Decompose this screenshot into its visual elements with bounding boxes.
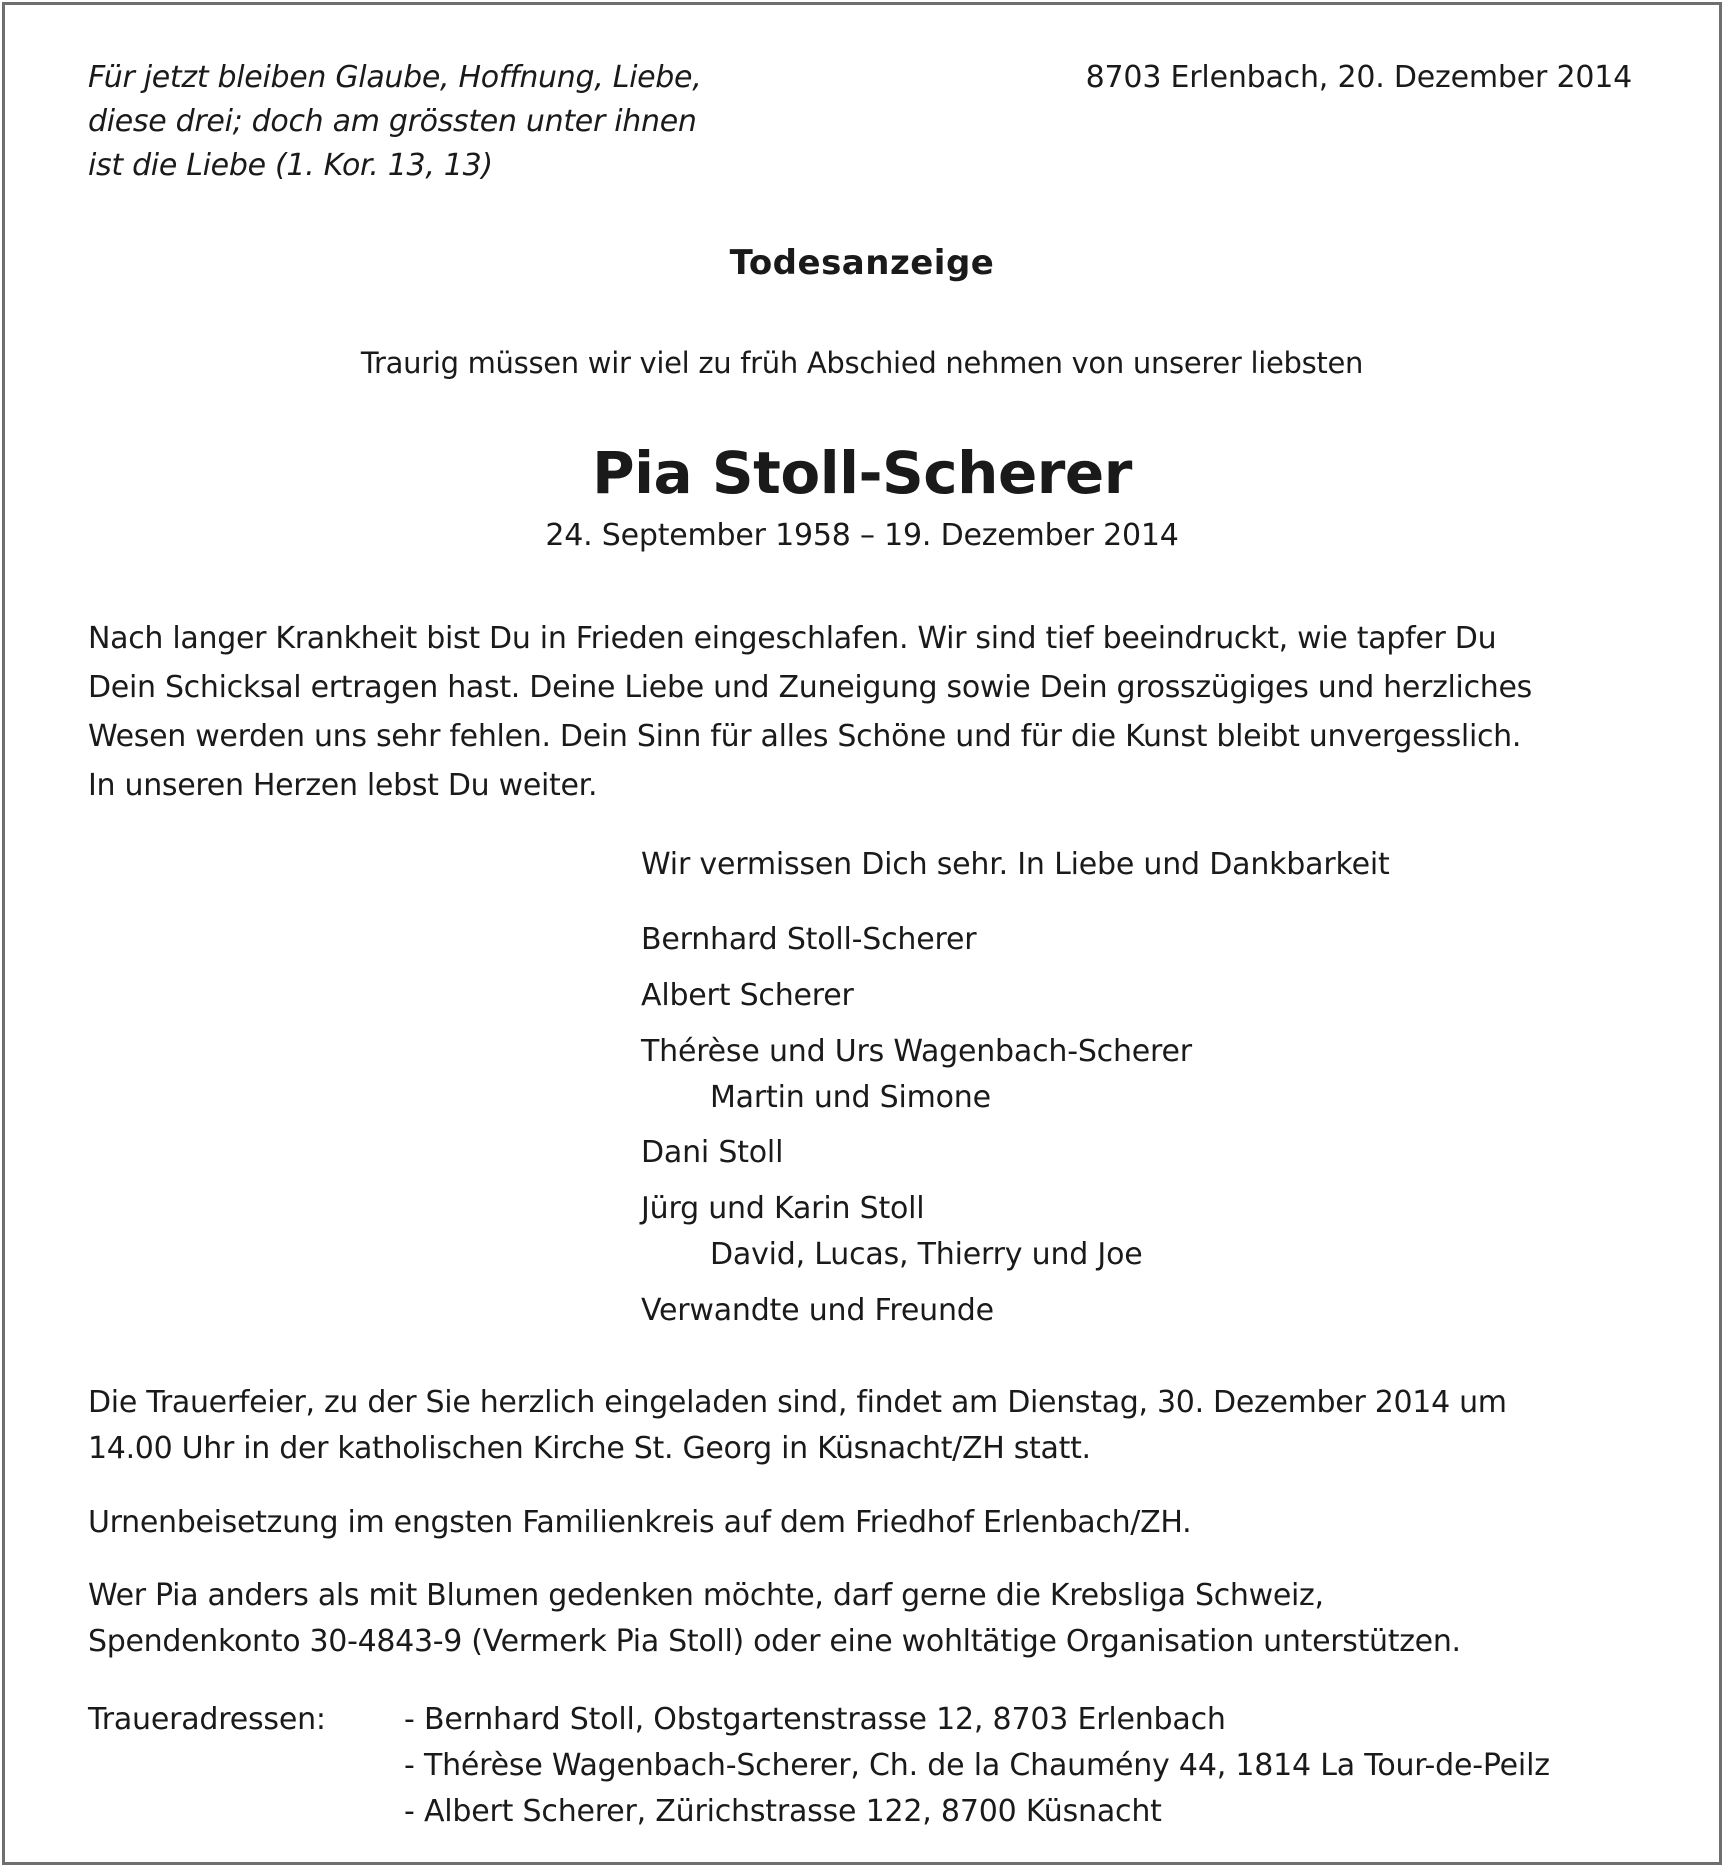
place-and-date: 8703 Erlenbach, 20. Dezember 2014 bbox=[1085, 60, 1632, 95]
quote-line: diese drei; doch am grössten unter ihnen bbox=[88, 104, 697, 139]
donation-line: Spendenkonto 30-4843-9 (Vermerk Pia Stoll) oder eine wohltätige Organisation unterstützen. bbox=[88, 1624, 1461, 1659]
message-line: Wesen werden uns sehr fehlen. Dein Sinn für alles Schöne und für die Kunst bleibt unvergesslich. bbox=[88, 719, 1522, 754]
funeral-line: Die Trauerfeier, zu der Sie herzlich eingeladen sind, findet am Dienstag, 30. Dezember 2014 um bbox=[88, 1385, 1507, 1420]
mourner-children: Martin und Simone bbox=[710, 1080, 991, 1115]
mourner-name: Jürg und Karin Stoll bbox=[641, 1191, 925, 1226]
funeral-line: 14.00 Uhr in der katholischen Kirche St. Georg in Küsnacht/ZH statt. bbox=[88, 1431, 1091, 1466]
message-paragraph bbox=[88, 614, 1532, 810]
intro-text: Traurig müssen wir viel zu früh Abschied nehmen von unserer liebsten bbox=[360, 346, 1364, 380]
mourner-name: Bernhard Stoll-Scherer bbox=[641, 922, 977, 957]
quote-line: Für jetzt bleiben Glaube, Hoffnung, Liebe, bbox=[88, 60, 702, 95]
closing-line: Wir vermissen Dich sehr. In Liebe und Dankbarkeit bbox=[641, 847, 1390, 882]
message-line: Dein Schicksal ertragen hast. Deine Liebe und Zuneigung sowie Dein grosszügiges und herzliches bbox=[88, 670, 1532, 705]
address-line: - Bernhard Stoll, Obstgartenstrasse 12, 8703 Erlenbach bbox=[404, 1702, 1226, 1737]
mourner-name: Verwandte und Freunde bbox=[641, 1293, 994, 1328]
notice-heading: Todesanzeige bbox=[729, 243, 995, 283]
life-dates: 24. September 1958 – 19. Dezember 2014 bbox=[545, 518, 1179, 553]
mourner-children: David, Lucas, Thierry und Joe bbox=[710, 1237, 1143, 1272]
addresses-list bbox=[404, 1697, 1550, 1835]
address-line: - Thérèse Wagenbach-Scherer, Ch. de la Chaumény 44, 1814 La Tour-de-Peilz bbox=[404, 1748, 1550, 1783]
donation-paragraph bbox=[88, 1573, 1461, 1665]
message-line: Nach langer Krankheit bist Du in Frieden eingeschlafen. Wir sind tief beeindruckt, wie tapfer Du bbox=[88, 621, 1497, 656]
burial-paragraph: Urnenbeisetzung im engsten Familienkreis auf dem Friedhof Erlenbach/ZH. bbox=[88, 1505, 1192, 1540]
deceased-name: Pia Stoll-Scherer bbox=[592, 439, 1132, 507]
donation-line: Wer Pia anders als mit Blumen gedenken möchte, darf gerne die Krebsliga Schweiz, bbox=[88, 1578, 1324, 1613]
address-line: - Albert Scherer, Zürichstrasse 122, 8700 Küsnacht bbox=[404, 1794, 1162, 1829]
funeral-paragraph bbox=[88, 1380, 1507, 1472]
mourner-name: Albert Scherer bbox=[641, 978, 854, 1013]
mourner-name: Thérèse und Urs Wagenbach-Scherer bbox=[641, 1034, 1192, 1069]
mourner-name: Dani Stoll bbox=[641, 1135, 784, 1170]
addresses-label: Traueradressen: bbox=[88, 1702, 326, 1737]
quote-line: ist die Liebe (1. Kor. 13, 13) bbox=[88, 148, 493, 183]
message-line: In unseren Herzen lebst Du weiter. bbox=[88, 768, 598, 803]
bible-quote bbox=[88, 56, 701, 188]
